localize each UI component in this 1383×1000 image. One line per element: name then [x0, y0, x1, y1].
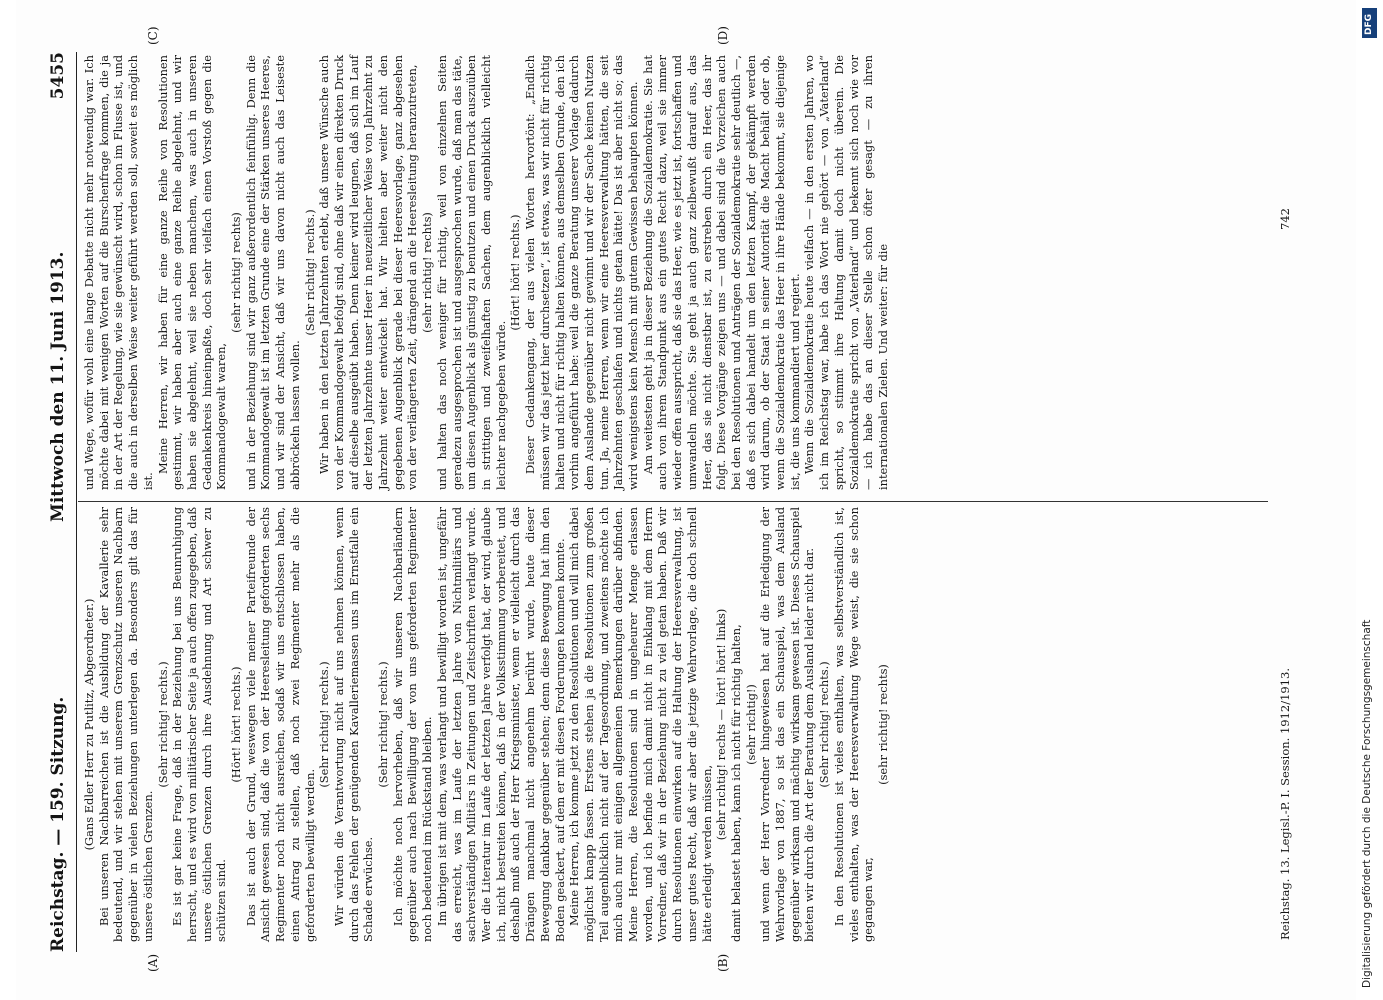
paragraph: Wir haben in den letzten Jahrzehnten erlebt, daß unsere Wünsche auch von der Kommandogewalt befolgt sind, ohne daß wir einen direkten Druck auf dieselbe ausgeübt haben. Denn keiner wird leugnen, daß sich im Lauf der letzten Jahrzehnte unser Heer in neuzeitlicher Weise von Jahrzehnt zu Jahrzehnt weiter entwickelt hat. Wir hielten aber weiter nicht den gegebenen Augenblick gerade bei dieser Heeresvorlage, ganz abgesehen von der verlängerten Zeit, drängend an die Heeresleitung heranzutreten, — [317, 55, 420, 490]
paragraph: (Sehr richtig! rechts.) — [155, 661, 170, 788]
left-column — [82, 507, 891, 942]
header-rule — [76, 52, 77, 952]
footer-session-info: Reichstag. 13. Legisl.-P. I. Session. 1912/1913. — [1278, 667, 1292, 940]
paragraph: Meine Herren, ich komme jetzt zu den Resolutionen und will mich dabei möglichst knapp fassen. Erstens stehen ja die Resolutionen zum großen Teil augenblicklich nicht auf der Tagesordnung, und zweitens möchte ich mich auch nur mit einigen allgemeinen Bemerkungen darüber abfinden. Meine Herren, die Resolutionen sind in ungeheurer Menge erlassen worden, und ich befinde mich damit nicht in Einklang mit dem Herrn Vorredner, daß wir in der Beziehung nicht zu viel getan haben. Daß wir durch Resolutionen einwirken auf die Haltung der Heeresverwaltung, ist unser gutes Recht, daß wir aber die jetzige Wehrvorlage, die doch schnell hätte erledigt werden müssen, — [567, 507, 714, 942]
newspaper-page — [16, 0, 1356, 1000]
footer-signature-number: 742 — [1278, 208, 1292, 230]
paragraph: (Sehr richtig! rechts.) — [817, 661, 832, 788]
margin-marker-b: (B) — [716, 953, 730, 972]
paragraph: Wenn die Sozialdemokratie heute vielfach — in den ersten Jahren, wo ich im Reichstag war, habe ich das Wort nie gehört — von „Vaterland“ spricht, so stimmt ihre Haltung damit doch nicht überein. Die Sozialdemokratie spricht von „Vaterland“ und bekennt sich noch wie vor — ich habe das an dieser Stelle schon öfter gesagt — zu ihren internationalen Zielen. Und weiter: für die — [802, 55, 890, 490]
header-page-number: 5455 — [48, 52, 68, 100]
paragraph: (sehr richtig!) — [743, 684, 758, 765]
dfg-logo: DFG — [1362, 8, 1377, 38]
column-divider — [78, 501, 1268, 502]
paragraph: Es ist gar keine Frage, daß in der Beziehung bei uns Beunruhigung herrscht, und es wird von militärischer Seite ja auch offen zugegeben, daß unsere östlichen Grenzen durch ihre Ausdehnung und Art schwer zu schützen sind. — [170, 507, 229, 942]
paragraph: In den Resolutionen ist vieles enthalten, was selbstverständlich ist, vieles enthalten, was der Heeresverwaltung Wege weist, die sie schon gegangen war, — [831, 507, 876, 942]
paragraph: Das ist auch der Grund, weswegen viele meiner Parteifreunde der Ansicht gewesen sind, daß die von der Heeresleitung geforderten sechs Regimenter noch nicht ausreichen, sodaß wir uns entschlossen haben, einen Antrag zu stellen, daß noch zwei Regimenter mehr als die geforderten bewilligt werden. — [243, 507, 317, 942]
paragraph: (Hört! hört! rechts.) — [229, 666, 244, 783]
paragraph: (sehr richtig! rechts) — [875, 664, 890, 785]
paragraph: und halten das noch weniger für richtig, weil von einzelnen Seiten geradezu ausgesprochen ist und ausgesprochen wurde, daß man das täte, um diesen Augenblick als günstig zu benutzen und einen Druck auszuüben in strittigen und zweifelhaften Sachen, dem augenblicklich vielleicht leichter nachgegeben würde. — [434, 55, 508, 490]
page-header — [48, 52, 74, 952]
paragraph: Im übrigen ist mit dem, was verlangt und bewilligt worden ist, ungefähr das erreicht, was im Laufe der letzten Jahre von Nichtmilitärs und sachverständigen Militärs in Zeitungen und Zeitschriften verlangt wurde. Wer die Literatur im Laufe der letzten Jahre verfolgt hat, der wird, glaube ich, nicht bestreiten können, daß in der Volksstimmung vorbereitet, und deshalb muß auch der Herr Kriegsminister, wenn er vielleicht durch das Drängen manchmal nicht angenehm berührt wurde, heute dieser Bewegung dankbar gegenüber stehen; denn diese Bewegung hat ihm den Boden geackert, auf dem er mit diesen Forderungen kommen konnte. — [434, 507, 567, 942]
paragraph: damit belastet haben, kann ich nicht für richtig halten, — [728, 624, 743, 942]
paragraph: (Sehr richtig! rechts.) — [302, 209, 317, 336]
paragraph: Dieser Gedankengang, der aus vielen Worten hervortönt: „Endlich müssen wir das jetzt hier durchsetzen“, ist etwas, was wir nicht für richtig halten und nicht für richtig halten können, aus demselben Grunde, den ich vorhin angeführt habe: weil die ganze Beratung unserer Vorlage dadurch dem Auslande gegenüber nicht gewinnt und wir der Sache keinen Nutzen tun. Ja, meine Herren, wenn wir eine Heeresverwaltung hätten, die seit Jahrzehnten geschlafen und nichts getan hätte! Das ist aber nicht so; das wird wenigstens kein Mensch mit gutem Gewissen behaupten können. — [523, 55, 641, 490]
paragraph: und Wege, wofür wohl eine lange Debatte nicht mehr notwendig war. Ich möchte dabei mit wenigen Worten auf die Burschenfrage kommen, die ja in der Art der Regelung, wie sie gewünscht wird, schon im Flusse ist, und die auch in derselben Weise weiter geführt werden soll, soweit es möglich ist. — [82, 55, 155, 490]
paragraph: (sehr richtig! rechts) — [229, 212, 244, 333]
paragraph: Bei unseren Nachbarreichen ist die Ausbildung der Kavallerie sehr bedeutend, und wir stehen mit unserem Grenzschutz unseren Nachbarn gegenüber in vielen Beziehungen unterlegen da. Besonders gilt das für unsere östlichen Grenzen. — [96, 507, 155, 942]
margin-marker-a: (A) — [146, 953, 160, 972]
paragraph: Meine Herren, wir haben für eine ganze Reihe von Resolutionen gestimmt, wir haben aber auch eine ganze Reihe abgelehnt, und wir haben sie abgelehnt, weil sie neben manchem, was auch in unseren Gedankenkreis hineinpaßte, doch sehr vielfach einen Vorstoß gegen die Kommandogewalt waren, — [155, 55, 229, 490]
paragraph: (sehr richtig! rechts) — [420, 212, 435, 333]
paragraph: (Gans Edler Herr zu Putlitz, Abgeordneter.) — [82, 598, 96, 851]
header-session: Reichstag. — 159. Sitzung. — [48, 696, 68, 952]
paragraph: (Sehr richtig! rechts.) — [317, 661, 332, 788]
paragraph: und in der Beziehung sind wir ganz außerordentlich feinfühlig. Denn die Kommandogewalt ist im letzten Grunde eine der Stärken unseres Heeres, und wir sind der Ansicht, daß wir uns davon nicht auch das Leiseste abbröckeln lassen wollen. — [243, 55, 302, 490]
margin-marker-c: (C) — [146, 26, 160, 45]
right-column — [82, 55, 891, 490]
digitization-note: Digitalisierung gefördert durch die Deutsche Forschungsgemeinschaft — [1361, 619, 1373, 988]
paragraph: Ich möchte noch hervorheben, daß wir unseren Nachbarländern gegenüber auch nach Bewilligung der von uns geforderten Regimenter noch bedeutend im Rückstand bleiben. — [390, 507, 435, 942]
header-date: Mittwoch den 11. Juni 1913. — [48, 251, 68, 522]
digitization-strip — [1360, 8, 1378, 993]
paragraph: (Sehr richtig! rechts.) — [376, 661, 391, 788]
paragraph: (sehr richtig! rechts — hört! hört! links) — [714, 608, 729, 841]
margin-marker-d: (D) — [716, 26, 730, 45]
paragraph: Wir würden die Verantwortung nicht auf uns nehmen können, wenn durch das Fehlen der genügenden Kavalleriemassen uns im Ernstfalle ein Schade erwüchse. — [331, 507, 376, 942]
paragraph: und wenn der Herr Vorredner hingewiesen hat auf die Erledigung der Wehrvorlage von 1887, so ist das ein Schauspiel, was dem Ausland gegenüber wirksam und mächtig wirksam gewesen ist. Dieses Schauspiel bieten wir durch die Art der Beratung dem Ausland leider nicht dar. — [758, 507, 817, 942]
paragraph: Am weitesten geht ja in dieser Beziehung die Sozialdemokratie. Sie hat auch von ihrem Standpunkt aus ein gutes Recht dazu, weil sie immer wieder offen ausspricht, daß sie das Heer, wie es jetzt ist, fortschaffen und umwandeln möchte. Sie geht ja auch ganz zielbewußt darauf aus, das Heer, das sie nicht dienstbar ist, zu erstreben durch ein Heer, das ihr folgt. Diese Vorgänge zeigen uns — und dabei sind die Vorzeichen auch bei den Resolutionen und Anträgen der Sozialdemokratie sehr deutlich —, daß es sich dabei handelt um den letzten Kampf, der gekämpft werden wird darum, ob der Staat in seiner Autorität die Macht behält oder ob, wenn die Sozialdemokratie das Heer in ihre Hände bekommt, sie diejenige ist, die uns kommandiert und regiert. — [640, 55, 802, 490]
paragraph: (Hört! hört! rechts.) — [508, 214, 523, 331]
